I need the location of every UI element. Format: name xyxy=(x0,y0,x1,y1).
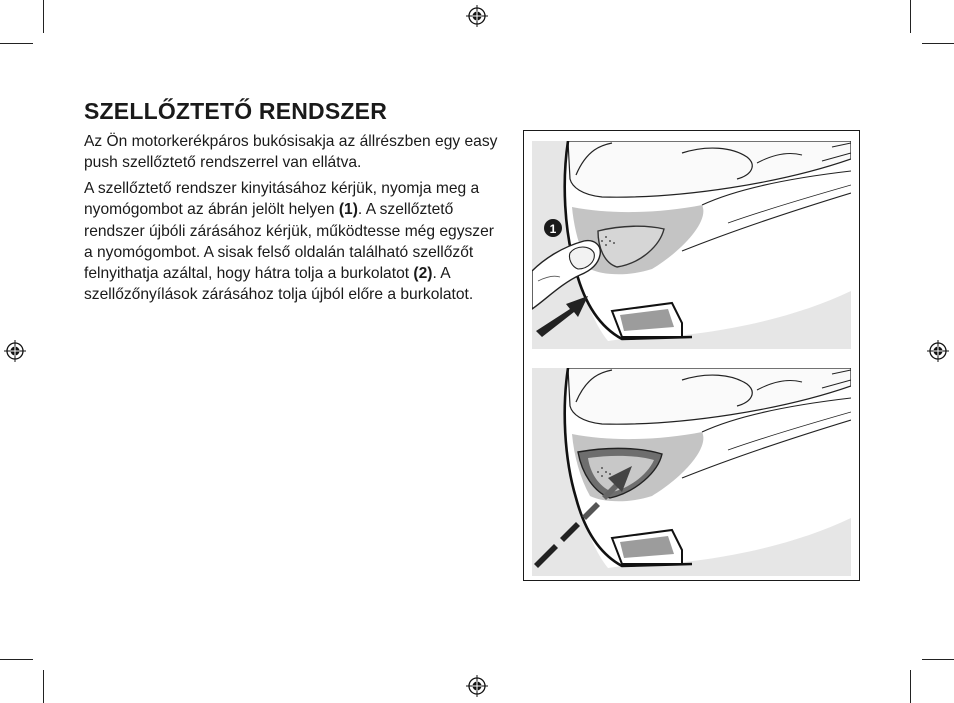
intro-paragraph: Az Ön motorkerékpáros bukósisakja az állrészben egy easy push szellőztető rendszerrel van ellátva. xyxy=(84,133,498,172)
crop-mark xyxy=(922,43,954,44)
instructions-text: . A szellőztető rendszer újbóli zárásához kérjük, működtesse még egyszer a nyomógombot. A sisak felső oldalán található szellőzőt felnyithatja azáltal, hogy hátra tolja a burkolatot xyxy=(84,201,494,283)
illustration-airflow xyxy=(532,368,851,576)
helmet-vent-figure xyxy=(523,130,860,581)
crop-mark xyxy=(922,659,954,660)
instructions-text: A szellőztető rendszer kinyitásához kérjük, nyomja meg a nyomógombot az ábrán jelölt helyen xyxy=(84,180,480,219)
crop-mark xyxy=(43,670,44,703)
registration-mark-icon xyxy=(466,675,488,697)
marker-1-label: 1 xyxy=(549,222,557,236)
crop-mark xyxy=(910,0,911,33)
crop-mark xyxy=(43,0,44,33)
instructions-paragraph xyxy=(84,178,504,306)
reference-2: (2) xyxy=(413,265,433,283)
illustration-press-button xyxy=(532,141,851,349)
registration-mark-icon xyxy=(466,5,488,27)
crop-mark xyxy=(910,670,911,703)
section-title: SZELLŐZTETŐ RENDSZER xyxy=(84,98,387,124)
instructions-text: . A szellőzőnyílások zárásához tolja újból előre a burkolatot. xyxy=(84,265,474,304)
registration-mark-icon xyxy=(927,340,949,362)
registration-mark-icon xyxy=(4,340,26,362)
reference-1: (1) xyxy=(338,201,358,219)
crop-mark xyxy=(0,659,33,660)
crop-mark xyxy=(0,43,33,44)
